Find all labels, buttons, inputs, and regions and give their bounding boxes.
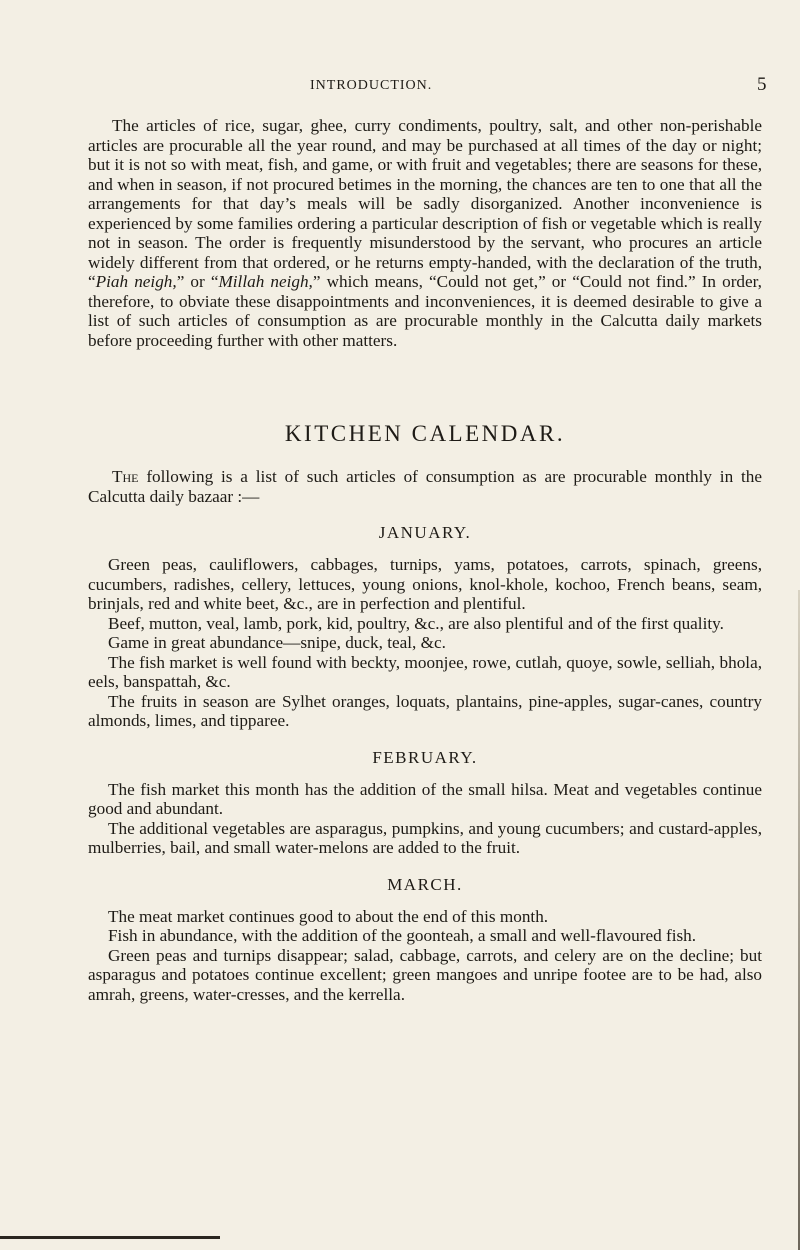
month-section-february — [88, 748, 762, 858]
page-number: 5 — [757, 74, 767, 95]
january-paragraph: Green peas, cauliflowers, cabbages, turnips, yams, potatoes, carrots, spinach, greens, cucumbers, radishes, cellery, lettuces, young onions, knol-khole, kochoo, French beans, seam, brinjals, red and white beet, &c., are in perfection and plentiful. — [88, 555, 762, 613]
march-paragraph: Fish in abundance, with the addition of the goonteah, a small and well-flavoured fish. — [108, 926, 697, 945]
february-paragraph: The additional vegetables are asparagus, pumpkins, and young cucumbers; and custard-apples, mulberries, bail, and small water-melons are added to the fruit. — [88, 818, 762, 857]
intro-italic-phrase-2: Millah neigh, — [218, 272, 313, 291]
march-paragraph: The meat market continues good to about the end of this month. — [108, 906, 549, 926]
february-paragraph: The fish market this month has the addition of the small hilsa. Meat and vegetables continue good and abundant. — [88, 779, 762, 818]
month-heading-march: MARCH. — [387, 874, 463, 894]
january-paragraph: The fish market is well found with beckty, moonjee, rowe, cutlah, quoye, sowle, selliah, bhola, eels, banspattah, &c. — [88, 652, 762, 691]
bottom-edge-rule — [0, 1236, 220, 1239]
month-heading-february: FEBRUARY. — [372, 747, 478, 767]
running-title: INTRODUCTION. — [310, 78, 433, 93]
page-body — [88, 116, 762, 1004]
month-heading-january: JANUARY. — [378, 523, 472, 542]
intro-text-middle: ” or “ — [176, 272, 219, 291]
intro-text-end: ” which means, “Could not get,” or “Could not find.” In order, therefore, to obviate these disappointments and inconveniences, it is deemed desirable to give a list of such articles of consumption as are procurable monthly in the Calcutta daily markets before proceeding further with other matters. — [88, 272, 762, 350]
january-paragraph: The fruits in season are Sylhet oranges, loquats, plantains, pine-apples, sugar-canes, country almonds, limes, and tipparee. — [88, 691, 762, 730]
calendar-lead-text: following is a list of such articles of consumption as are procurable monthly in the Calcutta daily bazaar :— — [88, 467, 762, 506]
month-section-january — [88, 523, 762, 731]
intro-text-start: The articles of rice, sugar, ghee, curry condiments, poultry, salt, and other non-perishable articles are procurable all the year round, and may be purchased at all times of the day or night; but it is not so with meat, fish, and game, or with fruit and vegetables; there are seasons for these, and when in season, if not procured betimes in the morning, the chances are ten to one that all the arrangements for that day’s meals will be sadly disorganized. Another inconvenience is experienced by some families ordering a particular description of fish or vegetable which is really not in season. The order is frequently misunderstood by the servant, who procures an article widely different from that ordered, or he returns empty-handed, with the declaration of the truth, “ — [88, 116, 762, 291]
intro-paragraph — [88, 116, 762, 350]
march-paragraph: Green peas and turnips disappear; salad, cabbage, carrots, and celery are on the decline; but asparagus and potatoes continue excellent; green mangoes and unripe footee are to be had, also amrah, greens, water-cresses, and the kerrella. — [88, 945, 762, 1004]
calendar-lead-paragraph — [88, 467, 762, 506]
running-header — [0, 74, 800, 100]
intro-italic-phrase-1: Piah neigh, — [95, 272, 177, 291]
kitchen-calendar-heading: KITCHEN CALENDAR. — [284, 421, 566, 446]
january-paragraph: Game in great abundance—snipe, duck, teal, &c. — [108, 633, 446, 652]
calendar-lead-word: The — [112, 467, 139, 486]
january-paragraph: Beef, mutton, veal, lamb, pork, kid, poultry, &c., are also plentiful and of the first quality. — [108, 613, 724, 633]
month-section-march — [88, 875, 762, 1005]
